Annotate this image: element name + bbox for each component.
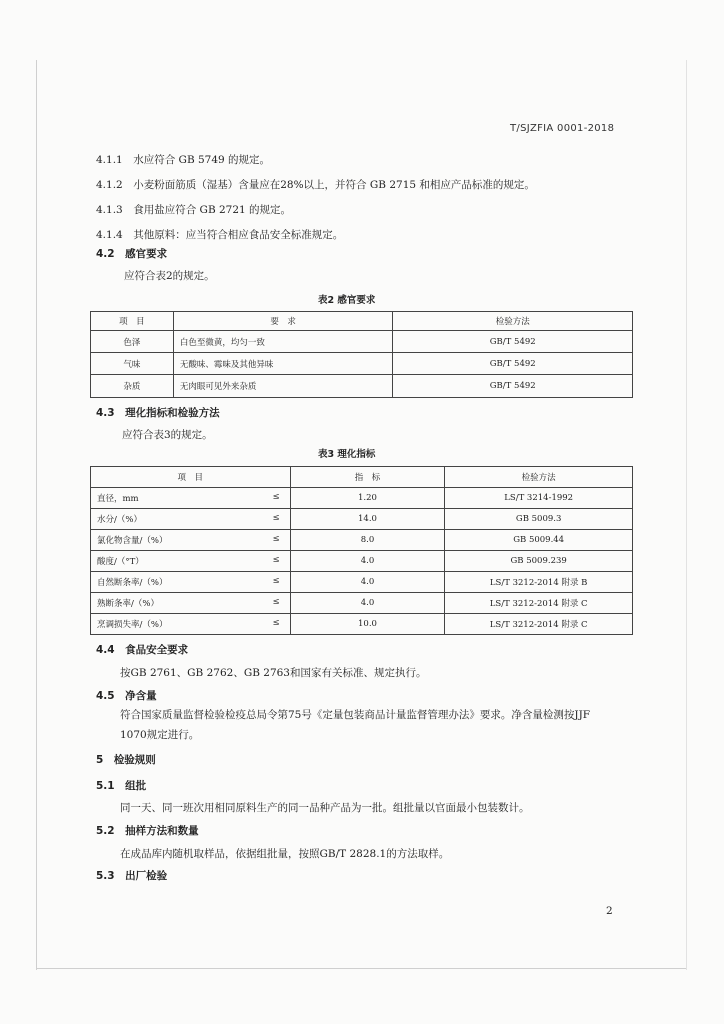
item-label: 水分/（%） [97,515,142,525]
comparator: ≤ [272,618,280,628]
item-label: 烹调损失率/（%） [97,620,168,630]
table-cell [91,614,291,635]
clause-4-1-1 [96,152,270,167]
section-5-3-heading [96,868,167,883]
section-title: 食品安全要求 [125,644,189,656]
table-header-cell: 检验方法 [393,312,633,331]
clause-text: 食用盐应符合 GB 2721 的规定。 [133,204,292,216]
section-4-2-body: 应符合表2的规定。 [124,270,215,282]
table-row [91,572,633,593]
table-cell [91,572,291,593]
clause-4-1-3 [96,202,291,217]
table-header-cell: 检验方法 [445,467,633,488]
table-cell [91,509,291,530]
table-cell: LS/T 3212-2014 附录 C [445,614,633,635]
table-header-cell: 项 目 [91,467,291,488]
table-row [91,488,633,509]
table-cell: GB/T 5492 [393,375,633,398]
section-4-4-heading [96,642,188,657]
page-number: 2 [606,905,613,917]
clause-number: 4.1.3 [96,204,123,216]
section-number: 5.2 [96,825,115,837]
section-number: 4.2 [96,248,115,260]
table-row [91,551,633,572]
section-title: 净含量 [125,690,157,702]
table-cell: 14.0 [290,509,445,530]
clause-number: 4.1.2 [96,179,123,191]
table3-caption: 表3 理化指标 [318,449,376,460]
clause-4-1-4 [96,227,343,242]
table-cell: 10.0 [290,614,445,635]
section-title: 理化指标和检验方法 [125,407,220,419]
table-cell: 气味 [91,353,174,375]
table-header-row [91,467,633,488]
table-row [91,509,633,530]
section-5-1-heading [96,778,146,793]
section-number: 5.3 [96,870,115,882]
section-4-5-heading [96,688,157,703]
table-row [91,353,633,375]
table2-caption: 表2 感官要求 [318,295,376,306]
section-title: 组批 [125,780,147,792]
table-cell: GB 5009.44 [445,530,633,551]
section-number: 4.3 [96,407,115,419]
scan-edge-bottom [36,968,686,969]
clause-4-1-2 [96,177,535,192]
table3 [90,466,633,635]
table-row [91,530,633,551]
table-header-row [91,312,633,331]
table-row [91,593,633,614]
item-label: 酸度/（°T） [97,557,144,567]
doc-code-header: T/SJZFIA 0001-2018 [510,123,615,134]
table-cell [91,488,291,509]
section-number: 4.4 [96,644,115,656]
table-header-cell: 要 求 [173,312,393,331]
comparator: ≤ [272,576,280,586]
comparator: ≤ [272,597,280,607]
table-cell: 4.0 [290,551,445,572]
table-cell: 色泽 [91,331,174,353]
item-label: 直径，mm [97,494,139,504]
item-label: 氯化物含量/（%） [97,536,168,546]
scan-edge-left [36,60,37,970]
table-cell: 白色至微黄，均匀一致 [173,331,393,353]
comparator: ≤ [272,534,280,544]
table-cell: GB/T 5492 [393,331,633,353]
section-4-2-heading [96,246,167,261]
section-title: 检验规则 [113,754,156,766]
section-5-1-body: 同一天、同一班次用相同原料生产的同一品种产品为一批。组批量以官面最小包装数计。 [120,802,530,814]
table-cell: GB/T 5492 [393,353,633,375]
comparator: ≤ [272,513,280,523]
section-title: 抽样方法和数量 [125,825,199,837]
table-row [91,331,633,353]
table-cell: 无肉眼可见外来杂质 [173,375,393,398]
table-cell: LS/T 3212-2014 附录 B [445,572,633,593]
table-row [91,614,633,635]
section-number: 5 [96,754,104,766]
item-label: 熟断条率/（%） [97,599,159,609]
clause-number: 4.1.4 [96,229,123,241]
table-cell: 8.0 [290,530,445,551]
table-cell: LS/T 3214-1992 [445,488,633,509]
comparator: ≤ [272,555,280,565]
section-5-2-body: 在成品库内随机取样品，依据组批量，按照GB/T 2828.1的方法取样。 [120,848,450,860]
section-4-3-body: 应符合表3的规定。 [122,429,213,441]
section-title: 感官要求 [125,248,168,260]
table-cell [91,551,291,572]
table-cell: GB 5009.3 [445,509,633,530]
table-cell: 4.0 [290,593,445,614]
table-header-cell: 指 标 [290,467,445,488]
section-number: 4.5 [96,690,115,702]
section-4-4-body: 按GB 2761、GB 2762、GB 2763和国家有关标准、规定执行。 [120,667,427,679]
section-5-2-heading [96,823,199,838]
table-cell: 无酸味、霉味及其他异味 [173,353,393,375]
section-4-5-body: 符合国家质量监督检验检疫总局令第75号《定量包装商品计量监督管理办法》要求。净含量检测按JJF 1070规定进行。 [120,709,591,741]
table-cell [91,593,291,614]
table-cell: 1.20 [290,488,445,509]
table-cell: LS/T 3212-2014 附录 C [445,593,633,614]
comparator: ≤ [272,492,280,502]
section-number: 5.1 [96,780,115,792]
table-row [91,375,633,398]
section-5-heading [96,752,156,767]
table-cell: 4.0 [290,572,445,593]
table-header-cell: 项 目 [91,312,174,331]
clause-text: 小麦粉面筋质（湿基）含量应在28%以上，并符合 GB 2715 和相应产品标准的规定。 [133,179,535,191]
section-4-3-heading [96,405,220,420]
section-title: 出厂检验 [125,870,168,882]
table-cell: GB 5009.239 [445,551,633,572]
scan-edge-right [686,60,687,970]
table-cell [91,530,291,551]
table-cell: 杂质 [91,375,174,398]
table2 [90,311,633,398]
item-label: 自然断条率/（%） [97,578,168,588]
clause-text: 水应符合 GB 5749 的规定。 [133,154,271,166]
clause-text: 其他原料：应当符合相应食品安全标准规定。 [133,229,344,241]
clause-number: 4.1.1 [96,154,123,166]
